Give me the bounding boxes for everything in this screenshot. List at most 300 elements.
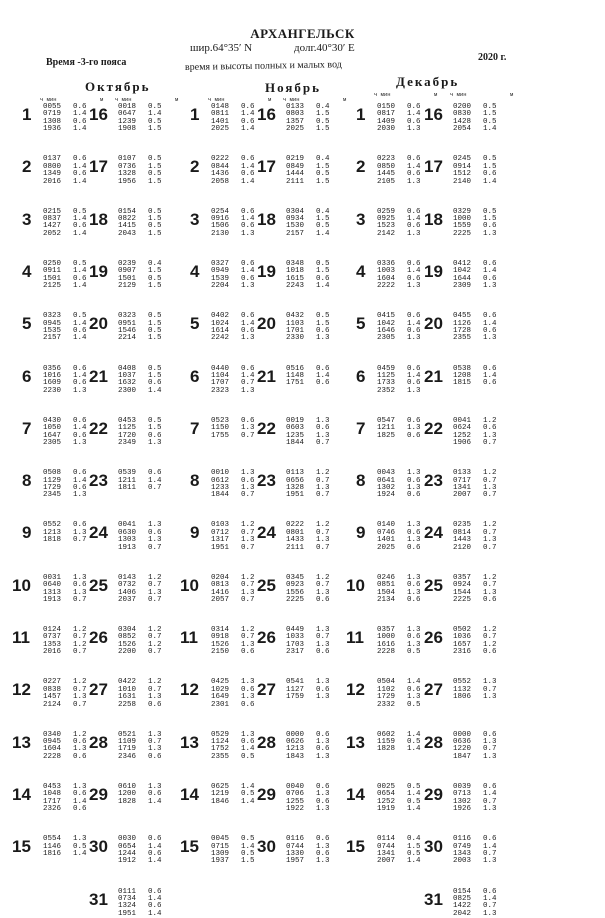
- tide-times: [118, 575, 136, 605]
- day-number: 22: [257, 420, 276, 437]
- tide-heights: [148, 889, 162, 918]
- tide-time: 0923: [286, 582, 304, 589]
- tide-height: 0.7: [483, 545, 497, 552]
- tide-time: 1444: [286, 171, 304, 178]
- day-number: 23: [257, 472, 276, 489]
- tide-time: 1302: [453, 799, 471, 806]
- tide-times: [286, 732, 304, 762]
- tide-times: [453, 418, 471, 448]
- tide-time: 2355: [453, 335, 471, 342]
- tide-height: 0.6: [241, 119, 255, 126]
- tide-height: 0.6: [407, 530, 421, 537]
- tide-height: 0.5: [73, 313, 87, 320]
- tide-height: 0.6: [407, 313, 421, 320]
- tide-heights: [241, 156, 255, 186]
- tide-time: 1415: [118, 223, 136, 230]
- tide-heights: [407, 522, 421, 552]
- tide-height: 0.6: [316, 746, 330, 753]
- tide-times: [211, 575, 229, 605]
- tide-height: 1.3: [241, 732, 255, 739]
- tide-height: 0.6: [483, 366, 497, 373]
- tide-times: [286, 209, 304, 239]
- tide-time: 1042: [377, 321, 395, 328]
- tide-times: [211, 313, 229, 343]
- tide-time: 2305: [377, 335, 395, 342]
- tide-time: 0239: [118, 261, 136, 268]
- tide-heights: [407, 104, 421, 134]
- tide-heights: [148, 679, 162, 709]
- tide-time: 2030: [377, 126, 395, 133]
- tide-height: 0.5: [316, 171, 330, 178]
- tide-time: 0640: [43, 582, 61, 589]
- tide-time: 0603: [286, 425, 304, 432]
- tide-height: 0.6: [316, 649, 330, 656]
- tide-heights: [483, 156, 497, 186]
- tide-time: 0340: [43, 732, 61, 739]
- tide-time: 1213: [286, 746, 304, 753]
- tide-time: 1129: [43, 478, 61, 485]
- tide-height: 0.7: [316, 440, 330, 447]
- tide-time: 0626: [286, 739, 304, 746]
- tide-time: 2025: [211, 126, 229, 133]
- tide-height: 1.3: [73, 575, 87, 582]
- tide-height: 0.6: [316, 366, 330, 373]
- tide-times: [453, 679, 471, 701]
- tide-height: 0.7: [483, 851, 497, 858]
- tide-height: 0.6: [241, 418, 255, 425]
- tide-time: 0800: [43, 164, 61, 171]
- tide-height: 1.5: [316, 321, 330, 328]
- tide-time: 1037: [118, 373, 136, 380]
- tide-height: 0.6: [407, 119, 421, 126]
- tide-height: 1.4: [407, 164, 421, 171]
- tide-time: 2057: [211, 597, 229, 604]
- tide-time: 1406: [118, 590, 136, 597]
- day-number: 24: [424, 524, 443, 541]
- tide-time: 0712: [211, 530, 229, 537]
- tide-time: 2349: [118, 440, 136, 447]
- tide-time: 0018: [118, 104, 136, 111]
- day-number: 4: [22, 263, 31, 280]
- tide-height: 1.4: [73, 111, 87, 118]
- tide-height: 1.4: [73, 851, 87, 858]
- tide-time: 0844: [211, 164, 229, 171]
- tide-height: 0.7: [316, 582, 330, 589]
- tide-time: 2204: [211, 283, 229, 290]
- tide-height: 1.3: [407, 642, 421, 649]
- tide-time: 2016: [43, 649, 61, 656]
- tide-height: 1.2: [148, 642, 162, 649]
- tide-times: [286, 156, 304, 186]
- tide-heights: [316, 522, 330, 552]
- tide-time: 0746: [377, 530, 395, 537]
- tide-height: 1.3: [241, 388, 255, 395]
- tide-height: 1.4: [241, 321, 255, 328]
- tide-time: 1252: [453, 433, 471, 440]
- tide-heights: [407, 784, 421, 814]
- tide-height: 1.5: [483, 164, 497, 171]
- tide-times: [43, 522, 61, 544]
- tide-times: [286, 261, 304, 291]
- tide-time: 0314: [211, 627, 229, 634]
- tide-time: 1501: [43, 276, 61, 283]
- tide-time: 0453: [118, 418, 136, 425]
- tide-height: 1.3: [483, 739, 497, 746]
- tide-times: [453, 889, 471, 918]
- tide-height: 0.7: [148, 649, 162, 656]
- tide-height: 0.6: [407, 261, 421, 268]
- day-number: 12: [180, 681, 199, 698]
- tide-height: 1.3: [241, 231, 255, 238]
- tide-time: 1016: [43, 373, 61, 380]
- tide-height: 1.4: [483, 373, 497, 380]
- tide-height: 1.3: [73, 836, 87, 843]
- tide-time: 0951: [118, 321, 136, 328]
- tide-height: 0.7: [73, 597, 87, 604]
- tide-heights: [73, 522, 87, 544]
- tide-times: [377, 575, 395, 605]
- tide-time: 0137: [43, 156, 61, 163]
- tide-height: 1.3: [483, 694, 497, 701]
- tide-times: [377, 836, 395, 866]
- tide-heights: [241, 679, 255, 709]
- tide-time: 0737: [43, 634, 61, 641]
- tide-time: 1924: [377, 492, 395, 499]
- day-number: 19: [89, 263, 108, 280]
- tide-times: [118, 627, 136, 657]
- tide-time: 2242: [211, 335, 229, 342]
- tide-height: 0.4: [148, 261, 162, 268]
- tide-height: 0.5: [316, 223, 330, 230]
- tide-time: 0749: [453, 844, 471, 851]
- tide-time: 1132: [453, 687, 471, 694]
- tide-heights: [316, 470, 330, 500]
- tide-height: 1.4: [148, 844, 162, 851]
- tide-height: 0.6: [316, 328, 330, 335]
- tide-time: 0116: [453, 836, 471, 843]
- tide-time: 1159: [377, 739, 395, 746]
- tide-time: 0647: [118, 111, 136, 118]
- tide-time: 0045: [211, 836, 229, 843]
- tide-height: 0.5: [148, 328, 162, 335]
- tide-height: 0.5: [483, 104, 497, 111]
- tide-height: 0.6: [407, 418, 421, 425]
- tide-times: [453, 366, 471, 388]
- day-number: 7: [356, 420, 365, 437]
- tide-time: 0408: [118, 366, 136, 373]
- tide-height: 0.7: [241, 530, 255, 537]
- tide-times: [43, 679, 61, 709]
- tide-height: 0.6: [148, 836, 162, 843]
- tide-time: 2355: [211, 754, 229, 761]
- tide-height: 0.7: [483, 903, 497, 910]
- tide-time: 2142: [377, 231, 395, 238]
- tide-time: 1632: [118, 380, 136, 387]
- day-number: 10: [12, 577, 31, 594]
- tide-time: 2228: [43, 754, 61, 761]
- time-zone-label: Время -3-го пояса: [46, 57, 126, 68]
- tide-height: 0.6: [316, 732, 330, 739]
- tide-time: 1720: [118, 433, 136, 440]
- tide-heights: [73, 156, 87, 186]
- tide-height: 0.6: [407, 634, 421, 641]
- tide-time: 0323: [118, 313, 136, 320]
- tide-heights: [316, 104, 330, 134]
- tide-height: 0.6: [73, 366, 87, 373]
- tide-height: 1.3: [148, 694, 162, 701]
- tide-time: 1616: [377, 642, 395, 649]
- tide-time: 0636: [453, 739, 471, 746]
- tide-heights: [148, 209, 162, 239]
- tide-height: 1.4: [73, 335, 87, 342]
- tide-height: 0.7: [73, 687, 87, 694]
- tide-time: 2157: [286, 231, 304, 238]
- day-number: 9: [190, 524, 199, 541]
- tide-time: 0508: [43, 470, 61, 477]
- tide-time: 0916: [211, 216, 229, 223]
- day-number: 24: [89, 524, 108, 541]
- tide-heights: [483, 627, 497, 657]
- tide-height: 0.6: [73, 522, 87, 529]
- height-unit-label: м: [343, 96, 346, 103]
- tide-height: 0.4: [316, 209, 330, 216]
- tide-times: [211, 784, 229, 806]
- tide-times: [377, 366, 395, 396]
- day-number: 24: [257, 524, 276, 541]
- tide-time: 0504: [377, 679, 395, 686]
- tide-height: 0.6: [483, 276, 497, 283]
- tide-time: 0717: [453, 478, 471, 485]
- tide-height: 0.6: [483, 649, 497, 656]
- tide-heights: [407, 575, 421, 605]
- tide-time: 1036: [453, 634, 471, 641]
- day-number: 12: [346, 681, 365, 698]
- tide-height: 1.5: [316, 268, 330, 275]
- tide-time: 1211: [118, 478, 136, 485]
- tide-height: 1.3: [316, 806, 330, 813]
- tide-height: 0.5: [241, 791, 255, 798]
- day-number: 20: [89, 315, 108, 332]
- tide-time: 0849: [286, 164, 304, 171]
- tide-height: 1.4: [407, 321, 421, 328]
- tide-time: 1906: [453, 440, 471, 447]
- tide-time: 1401: [377, 537, 395, 544]
- tide-times: [453, 470, 471, 500]
- tide-height: 1.3: [241, 470, 255, 477]
- day-number: 3: [190, 211, 199, 228]
- tide-time: 1728: [453, 328, 471, 335]
- tide-height: 1.2: [241, 575, 255, 582]
- tide-time: 1526: [211, 642, 229, 649]
- tide-height: 0.5: [483, 209, 497, 216]
- tide-time: 1501: [118, 276, 136, 283]
- tide-time: 0625: [211, 784, 229, 791]
- tide-time: 0133: [453, 470, 471, 477]
- tide-time: 0654: [377, 791, 395, 798]
- tide-height: 1.3: [73, 590, 87, 597]
- tide-height: 0.7: [148, 739, 162, 746]
- tide-times: [118, 418, 136, 448]
- tide-time: 0934: [286, 216, 304, 223]
- tide-heights: [483, 679, 497, 701]
- tide-height: 0.5: [407, 649, 421, 656]
- tide-height: 0.6: [483, 223, 497, 230]
- tide-time: 1717: [43, 799, 61, 806]
- tide-time: 2058: [211, 179, 229, 186]
- tide-times: [43, 575, 61, 605]
- tide-height: 0.6: [241, 739, 255, 746]
- tide-time: 1936: [43, 126, 61, 133]
- tide-time: 2225: [453, 597, 471, 604]
- tide-time: 1530: [286, 223, 304, 230]
- tide-height: 1.3: [73, 492, 87, 499]
- tide-height: 0.6: [73, 470, 87, 477]
- day-number: 23: [89, 472, 108, 489]
- tide-time: 1050: [43, 425, 61, 432]
- tide-height: 1.3: [241, 694, 255, 701]
- tide-time: 1445: [377, 171, 395, 178]
- day-number: 5: [356, 315, 365, 332]
- day-number: 12: [12, 681, 31, 698]
- tide-height: 0.5: [73, 844, 87, 851]
- tide-time: 2346: [118, 754, 136, 761]
- tide-time: 1341: [453, 485, 471, 492]
- tide-heights: [73, 470, 87, 500]
- tide-height: 0.7: [148, 485, 162, 492]
- tide-time: 1843: [286, 754, 304, 761]
- tide-times: [377, 470, 395, 500]
- tide-time: 0055: [43, 104, 61, 111]
- tide-time: 0918: [211, 634, 229, 641]
- tide-time: 0150: [377, 104, 395, 111]
- tide-time: 2134: [377, 597, 395, 604]
- tide-time: 1604: [377, 276, 395, 283]
- tide-height: 0.6: [407, 156, 421, 163]
- tide-time: 2007: [453, 492, 471, 499]
- day-number: 30: [89, 838, 108, 855]
- tide-heights: [148, 732, 162, 762]
- tide-height: 1.4: [73, 373, 87, 380]
- tide-heights: [316, 156, 330, 186]
- tide-height: 0.7: [73, 649, 87, 656]
- tide-times: [118, 209, 136, 239]
- tide-heights: [73, 732, 87, 762]
- tide-time: 2130: [211, 231, 229, 238]
- tide-time: 0041: [453, 418, 471, 425]
- tide-height: 0.7: [241, 582, 255, 589]
- tide-height: 1.2: [148, 679, 162, 686]
- tide-times: [118, 836, 136, 866]
- tide-height: 1.4: [73, 216, 87, 223]
- tide-height: 1.4: [483, 268, 497, 275]
- tide-height: 0.6: [483, 171, 497, 178]
- tide-time: 1913: [43, 597, 61, 604]
- tide-height: 1.3: [241, 590, 255, 597]
- tide-height: 1.3: [73, 784, 87, 791]
- tide-time: 1313: [43, 590, 61, 597]
- tide-time: 2140: [453, 179, 471, 186]
- tide-time: 1526: [118, 642, 136, 649]
- tide-time: 0602: [377, 732, 395, 739]
- tide-time: 0223: [377, 156, 395, 163]
- tide-time: 0345: [286, 575, 304, 582]
- tide-height: 0.6: [407, 209, 421, 216]
- tide-time: 1109: [118, 739, 136, 746]
- day-number: 15: [346, 838, 365, 855]
- tide-height: 1.2: [483, 522, 497, 529]
- tide-height: 1.3: [73, 746, 87, 753]
- tide-time: 0924: [453, 582, 471, 589]
- tide-times: [211, 104, 229, 134]
- tide-height: 1.3: [148, 537, 162, 544]
- tide-time: 2230: [43, 388, 61, 395]
- tide-heights: [73, 679, 87, 709]
- tide-times: [377, 679, 395, 709]
- tide-time: 1000: [377, 634, 395, 641]
- day-number: 15: [180, 838, 199, 855]
- tide-height: 0.6: [148, 791, 162, 798]
- tide-time: 1647: [43, 433, 61, 440]
- tide-time: 1539: [211, 276, 229, 283]
- tide-time: 0945: [43, 321, 61, 328]
- tide-time: 0552: [453, 679, 471, 686]
- tide-heights: [148, 784, 162, 806]
- tide-heights: [316, 575, 330, 605]
- tide-time: 0116: [286, 836, 304, 843]
- tide-height: 0.7: [483, 530, 497, 537]
- tide-time: 1646: [377, 328, 395, 335]
- tide-time: 0432: [286, 313, 304, 320]
- tide-time: 0837: [43, 216, 61, 223]
- tide-time: 2129: [118, 283, 136, 290]
- day-number: 2: [22, 158, 31, 175]
- day-number: 21: [424, 368, 443, 385]
- tide-height: 0.6: [73, 171, 87, 178]
- tide-height: 1.3: [73, 530, 87, 537]
- tide-time: 1847: [453, 754, 471, 761]
- tide-time: 1343: [453, 851, 471, 858]
- tide-heights: [407, 261, 421, 291]
- tide-height: 1.5: [148, 231, 162, 238]
- tide-height: 0.4: [316, 104, 330, 111]
- tide-time: 0356: [43, 366, 61, 373]
- tide-time: 2025: [377, 545, 395, 552]
- tide-height: 1.3: [316, 694, 330, 701]
- tide-time: 0019: [286, 418, 304, 425]
- tide-time: 0043: [377, 470, 395, 477]
- tide-height: 1.3: [407, 283, 421, 290]
- tide-time: 2345: [43, 492, 61, 499]
- tide-height: 0.6: [316, 597, 330, 604]
- year-label: 2020 г.: [478, 52, 506, 63]
- tide-times: [286, 679, 304, 701]
- tide-time: 1208: [453, 373, 471, 380]
- tide-height: 0.7: [241, 433, 255, 440]
- tide-height: 0.7: [483, 582, 497, 589]
- tide-heights: [241, 522, 255, 552]
- tide-time: 0114: [377, 836, 395, 843]
- tide-time: 0227: [43, 679, 61, 686]
- tide-time: 1733: [377, 380, 395, 387]
- tide-time: 0010: [211, 470, 229, 477]
- tide-height: 1.2: [73, 679, 87, 686]
- tide-time: 1341: [377, 851, 395, 858]
- day-number: 1: [22, 106, 31, 123]
- tide-height: 1.3: [407, 425, 421, 432]
- day-number: 8: [356, 472, 365, 489]
- tide-times: [43, 366, 61, 396]
- day-number: 30: [257, 838, 276, 855]
